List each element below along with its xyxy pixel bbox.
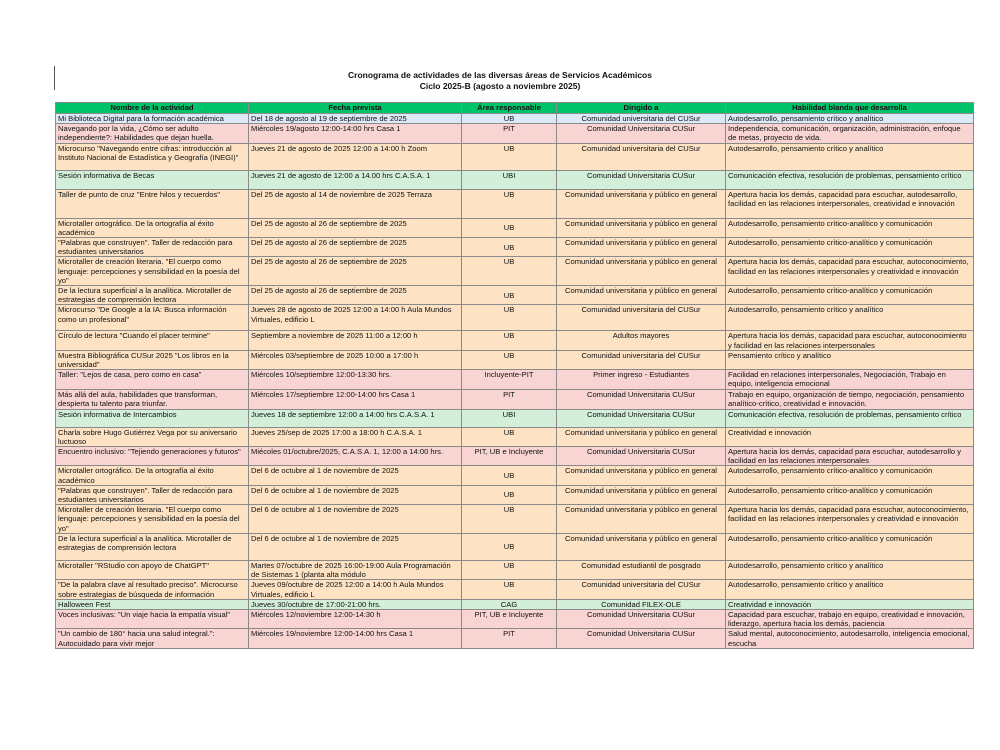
cell-area: UB [462,114,557,124]
table-row [56,580,974,599]
table-row [56,286,974,305]
cell-area: UB [462,218,557,237]
cell-nombre: "Palabras que construyen". Taller de redacción para estudiantes universitarios [56,238,249,257]
cell-fecha: Del 25 de agosto al 26 de septiembre de 2025 [249,257,462,286]
cell-habilidad: Creatividad e innovación [726,427,974,446]
cell-area: UB [462,580,557,599]
column-header-habilidad: Habilidad blanda que desarrolla [726,103,974,114]
cell-habilidad: Comunicación efectiva, resolución de problemas, pensamiento crítico [726,170,974,189]
cell-dirigido: Comunidad universitaria del CUSur [557,305,726,331]
cell-nombre: Microtaller ortográfico. De la ortografía al éxito académico [56,218,249,237]
cell-fecha: Jueves 25/sep de 2025 17:00 a 18:00 h C.A.S.A. 1 [249,427,462,446]
cell-habilidad: Facilidad en relaciones interpersonales, Negociación, Trabajo en equipo, inteligencia emocional [726,370,974,390]
cell-dirigido: Comunidad Universitaria CUSur [557,124,726,143]
cell-nombre: Halloween Fest [56,599,249,609]
cell-habilidad: Autodesarrollo, pensamiento crítico-analítico y comunicación [726,533,974,560]
page-title: Cronograma de actividades de las diversas áreas de Servicios Académicos [348,70,652,80]
cell-dirigido: Comunidad estudiantil de posgrado [557,560,726,579]
cell-dirigido: Comunidad Universitaria CUSur [557,409,726,427]
cell-fecha: Jueves 18 de septiembre 12:00 a 14:00 hrs C.A.S.A. 1 [249,409,462,427]
cell-habilidad: Creatividad e innovación [726,599,974,609]
cell-area: UB [462,257,557,286]
cell-fecha: Miércoles 19/agosto 12:00-14:00 hrs Casa 1 [249,124,462,143]
cell-nombre: Muestra Bibliográfica CUSur 2025 "Los libros en la universidad" [56,350,249,369]
table-row [56,560,974,579]
cell-nombre: Navegando por la vida, ¿Cómo ser adulto independiente?: Habilidades que dejan huella. [56,124,249,143]
table-row [56,533,974,560]
cell-area: UB [462,286,557,305]
table-row [56,599,974,609]
table-row [56,305,974,331]
cell-habilidad: Trabajo en equipo, organización de tiempo, negociación, pensamiento analítico-crítico, creatividad e innovación. [726,390,974,409]
cell-nombre: Microtaller ortográfico. De la ortografía al éxito académico [56,466,249,485]
cell-area: UB [462,143,557,170]
cell-fecha: Del 6 de octubre al 1 de noviembre de 2025 [249,466,462,485]
cell-nombre: De la lectura superficial a la analítica. Microtaller de estrategias de comprensión lectora [56,286,249,305]
cell-habilidad: Apertura hacia los demás, capacidad para escuchar, autodesarrollo y facilidad en las relaciones interpersonales [726,447,974,466]
cell-fecha: Martes 07/octubre de 2025 16:00-19:00 Aula Programación de Sistemas 1 (planta alta módulo [249,560,462,579]
cell-dirigido: Comunidad FILEX-OLE [557,599,726,609]
cell-dirigido: Comunidad Universitaria CUSur [557,609,726,628]
cell-habilidad: Autodesarrollo, pensamiento crítico y analítico [726,560,974,579]
column-header-dirigido: Dirigido a [557,103,726,114]
cell-habilidad: Autodesarrollo, pensamiento crítico y analítico [726,305,974,331]
cell-area: UBI [462,409,557,427]
table-header-row [56,103,974,114]
cell-habilidad: Autodesarrollo, pensamiento crítico-analítico y comunicación [726,466,974,485]
cell-fecha: Del 25 de agosto al 26 de septiembre de 2025 [249,218,462,237]
table-row [56,124,974,143]
cell-nombre: Microtaller de creación literaria. "El cuerpo como lenguaje: percepciones y sensibilidad en la poesía del yo" [56,505,249,534]
cell-nombre: Sesión informativa de Intercambios [56,409,249,427]
cell-area: UB [462,533,557,560]
column-header-area: Área responsable [462,103,557,114]
cell-area: UB [462,305,557,331]
table-row [56,218,974,237]
cell-habilidad: Autodesarrollo, pensamiento crítico-analítico y comunicación [726,218,974,237]
cell-nombre: Charla sobre Hugo Gutiérrez Vega por su aniversario luctuoso [56,427,249,446]
cell-nombre: Microtaller de creación literaria. "El cuerpo como lenguaje: percepciones y sensibilidad en la poesía del yo" [56,257,249,286]
cell-habilidad: Autodesarrollo, pensamiento crítico y analítico [726,114,974,124]
cell-dirigido: Comunidad universitaria del CUSur [557,580,726,599]
schedule-table [55,102,974,649]
cell-fecha: Jueves 30/octubre de 17:00-21:00 hrs. [249,599,462,609]
cell-dirigido: Comunidad universitaria y público en general [557,286,726,305]
cell-fecha: Del 6 de octubre al 1 de noviembre de 2025 [249,485,462,504]
cell-area: UB [462,427,557,446]
cell-dirigido: Adultos mayores [557,331,726,350]
table-row [56,238,974,257]
table-row [56,170,974,189]
table-row [56,629,974,648]
cell-dirigido: Comunidad Universitaria CUSur [557,170,726,189]
cell-nombre: Círculo de lectura "Cuando el placer termine" [56,331,249,350]
cell-dirigido: Comunidad universitaria y público en general [557,257,726,286]
cell-habilidad: Apertura hacia los demás, capacidad para escuchar, autoconocimiento, facilidad en las relaciones interpersonales y creatividad e innovación [726,257,974,286]
cell-nombre: De la lectura superficial a la analítica. Microtaller de estrategias de comprensión lectora [56,533,249,560]
cell-nombre: Sesión informativa de Becas [56,170,249,189]
cell-area: UB [462,238,557,257]
cell-area: UB [462,350,557,369]
cell-dirigido: Comunidad universitaria y público en general [557,427,726,446]
cell-habilidad: Autodesarrollo, pensamiento crítico-analítico y comunicación [726,286,974,305]
cell-fecha: Miércoles 17/septiembre 12:00-14:00 hrs Casa 1 [249,390,462,409]
cell-habilidad: Salud mental, autoconocimiento, autodesarrollo, inteligencia emocional, escucha [726,629,974,648]
cell-dirigido: Comunidad universitaria y público en general [557,505,726,534]
cell-fecha: Miécoles 01/octubre/2025, C.A.S.A. 1, 12:00 a 14:00 hrs. [249,447,462,466]
cell-fecha: Del 6 de octubre al 1 de noviembre de 2025 [249,533,462,560]
cell-area: PIT, UB e Incluyente [462,609,557,628]
cell-dirigido: Comunidad universitaria y público en general [557,218,726,237]
cell-nombre: "Palabras que construyen". Taller de redacción para estudiantes universitarios [56,485,249,504]
cell-nombre: Encuentro inclusivo: "Tejiendo generaciones y futuros" [56,447,249,466]
table-row [56,505,974,534]
cell-fecha: Del 25 de agosto al 26 de septiembre de 2025 [249,238,462,257]
table-row [56,409,974,427]
cell-nombre: Microcurso "De Google a la IA: Busca información como un profesional" [56,305,249,331]
cell-dirigido: Comunidad universitaria y público en general [557,238,726,257]
cell-habilidad: Apertura hacia los demás, capacidad para escuchar, autoconocimiento, facilidad en las relaciones interpersonales y creatividad e innovación [726,505,974,534]
cell-nombre: "Un cambio de 180° hacia una salud integral.": Autocuidado para vivir mejor [56,629,249,648]
cell-dirigido: Comunidad universitaria y público en general [557,189,726,218]
cell-fecha: Miércoles 12/noviembre 12:00-14:30 h [249,609,462,628]
cell-area: UB [462,560,557,579]
table-row [56,609,974,628]
table-row [56,485,974,504]
cell-dirigido: Primer ingreso - Estudiantes [557,370,726,390]
cell-nombre: "De la palabra clave al resultado preciso". Microcurso sobre estrategias de búsqueda de información [56,580,249,599]
column-header-nombre: Nombre de la actividad [56,103,249,114]
cell-fecha: Miércoles 19/noviembre 12:00-14:00 hrs Casa 1 [249,629,462,648]
cell-habilidad: Independencia, comunicación, organización, administración, enfoque de metas, proyecto de vida. [726,124,974,143]
table-row [56,143,974,170]
cell-dirigido: Comunidad universitaria y público en general [557,485,726,504]
cell-fecha: Miércoles 10/septiembre 12:00-13:30 hrs. [249,370,462,390]
table-row [56,447,974,466]
cell-fecha: Del 25 de agosto al 14 de noviembre de 2025 Terraza [249,189,462,218]
table-row [56,189,974,218]
cell-habilidad: Apertura hacia los demás, capacidad para escuchar, autoconocimiento y facilidad en las relaciones interpersonales [726,331,974,350]
cell-area: PIT [462,629,557,648]
cell-nombre: Más allá del aula, habilidades que transforman, despierta tu talento para triunfar. [56,390,249,409]
cell-nombre: Taller de punto de cruz "Entre hilos y recuerdos" [56,189,249,218]
cell-area: PIT [462,124,557,143]
cell-dirigido: Comunidad universitaria del CUSur [557,143,726,170]
cell-area: UB [462,485,557,504]
cell-fecha: Del 18 de agosto al 19 de septiembre de 2025 [249,114,462,124]
cell-fecha: Jueves 09/octubre de 2025 12:00 a 14:00 h Aula Mundos Virtuales, edificio L [249,580,462,599]
cell-habilidad: Autodesarrollo, pensamiento crítico y analítico [726,580,974,599]
cell-area: UB [462,466,557,485]
cell-habilidad: Comunicación efectiva, resolución de problemas, pensamiento crítico [726,409,974,427]
table-row [56,390,974,409]
table-row [56,331,974,350]
table-row [56,114,974,124]
cell-area: UB [462,189,557,218]
cell-dirigido: Comunidad universitaria del CUSur [557,350,726,369]
cell-dirigido: Comunidad universitaria del CUSur [557,114,726,124]
cell-habilidad: Autodesarrollo, pensamiento crítico-analítico y comunicación [726,485,974,504]
cell-area: PIT, UB e Incluyente [462,447,557,466]
cell-nombre: Taller: "Lejos de casa, pero como en casa" [56,370,249,390]
cell-area: PIT [462,390,557,409]
cell-fecha: Jueves 28 de agosto de 2025 12:00 a 14:00 h Aula Mundos Virtuales, edificio L [249,305,462,331]
cell-area: UB [462,505,557,534]
cell-dirigido: Comunidad universitaria y público en general [557,466,726,485]
cell-area: Incluyente-PIT [462,370,557,390]
page-subtitle: Ciclo 2025-B (agosto a noviembre 2025) [419,81,581,91]
cell-fecha: Septiembre a noviembre de 2025 11:00 a 12:00 h [249,331,462,350]
cell-habilidad: Pensamiento crítico y analítico [726,350,974,369]
cell-fecha: Jueves 21 de agosto de 2025 12:00 a 14:00 h Zoom [249,143,462,170]
cell-fecha: Miércoles 03/septiembre de 2025 10:00 a 17:00 h [249,350,462,369]
cell-dirigido: Comunidad universitaria y público en general [557,533,726,560]
cell-dirigido: Comunidad Universitaria CUSur [557,390,726,409]
cell-area: UBI [462,170,557,189]
table-row [56,350,974,369]
cell-habilidad: Apertura hacia los demás, capacidad para escuchar, autodesarrollo, facilidad en las relaciones interpersonales, creatividad e innovación [726,189,974,218]
cell-nombre: Microtaller "RStudio con apoyo de ChatGPT" [56,560,249,579]
cell-dirigido: Comunidad Universitaria CUSur [557,447,726,466]
cell-fecha: Del 25 de agosto al 26 de septiembre de 2025 [249,286,462,305]
cell-habilidad: Autodesarrollo, pensamiento crítico y analítico [726,143,974,170]
cell-habilidad: Autodesarrollo, pensamiento crítico-analítico y comunicación [726,238,974,257]
cell-dirigido: Comunidad Universitaria CUSur [557,629,726,648]
cell-nombre: Microcurso "Navegando entre cifras: introducción al Instituto Nacional de Estadística y Geografía (INEGI)" [56,143,249,170]
cell-area: CAG [462,599,557,609]
table-row [56,427,974,446]
cell-habilidad: Capacidad para escuchar, trabajo en equipo, creatividad e innovación, liderazgo, apertura hacia los demás, paciencia [726,609,974,628]
table-row [56,370,974,390]
table-row [56,257,974,286]
cell-nombre: Mi Biblioteca Digital para la formación académica [56,114,249,124]
cell-fecha: Jueves 21 de agosto de 12:00 a 14.00 hrs C.A.S.A. 1 [249,170,462,189]
table-row [56,466,974,485]
column-header-fecha: Fecha prevista [249,103,462,114]
cell-nombre: Voces inclusivas: "Un viaje hacia la empatía visual" [56,609,249,628]
cell-area: UB [462,331,557,350]
cell-fecha: Del 6 de octubre al 1 de noviembre de 2025 [249,505,462,534]
